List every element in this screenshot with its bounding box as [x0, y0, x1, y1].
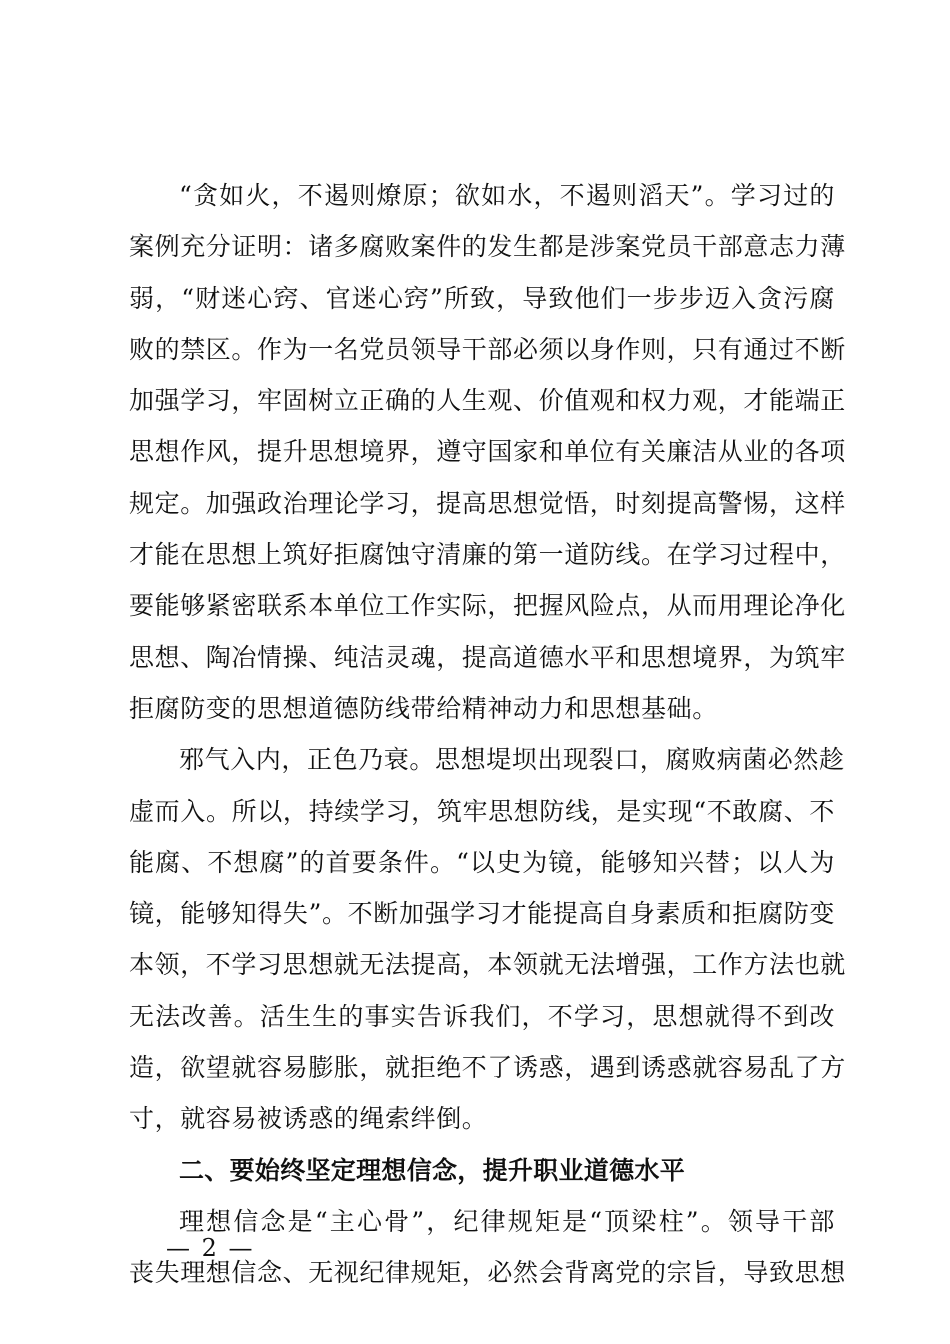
paragraph-2-line-1: 邪气入内，正色乃衰。思想堤坝出现裂口，腐败病菌必然趁: [179, 745, 845, 775]
paragraph-2-line-7: 造，欲望就容易膨胀，就拒绝不了诱惑，遇到诱惑就容易乱了方: [129, 1053, 846, 1083]
paragraph-2-line-8: 寸，就容易被诱惑的绳索绊倒。: [129, 1104, 488, 1134]
paragraph-1-line-7: 规定。加强政治理论学习，提高思想觉悟，时刻提高警惕，这样: [129, 488, 846, 518]
page-number: — 2 —: [166, 1234, 255, 1262]
paragraph-1-line-4: 败的禁区。作为一名党员领导干部必须以身作则，只有通过不断: [129, 334, 846, 364]
paragraph-1-line-10: 思想、陶冶情操、纯洁灵魂，提高道德水平和思想境界，为筑牢: [129, 642, 846, 672]
paragraph-1-line-2: 案例充分证明：诸多腐败案件的发生都是涉案党员干部意志力薄: [129, 232, 846, 262]
paragraph-1-line-1: “贪如火，不遏则燎原；欲如水，不遏则滔天”。学习过的: [179, 181, 835, 210]
paragraph-1-line-9: 要能够紧密联系本单位工作实际，把握风险点，从而用理论净化: [129, 591, 846, 621]
paragraph-1-line-11: 拒腐防变的思想道德防线带给精神动力和思想基础。: [129, 693, 718, 723]
paragraph-3-line-1: 理想信念是“主心骨”，纪律规矩是“顶梁柱”。领导干部: [179, 1206, 835, 1236]
document-body: [129, 170, 846, 1299]
section-heading: 二、要始终坚定理想信念，提升职业道德水平: [179, 1155, 686, 1185]
paragraph-2-line-2: 虚而入。所以，持续学习，筑牢思想防线，是实现“不敢腐、不: [129, 796, 835, 826]
paragraph-1-line-8: 才能在思想上筑好拒腐蚀守清廉的第一道防线。在学习过程中，: [129, 540, 846, 570]
paragraph-2-line-4: 镜，能够知得失”。不断加强学习才能提高自身素质和拒腐防变: [129, 899, 835, 929]
paragraph-2-line-6: 无法改善。活生生的事实告诉我们，不学习，思想就得不到改: [129, 1001, 835, 1031]
paragraph-2-line-3: 能腐、不想腐”的首要条件。“以史为镜，能够知兴替；以人为: [129, 847, 835, 877]
paragraph-3-line-2: 丧失理想信念、无视纪律规矩，必然会背离党的宗旨，导致思想: [129, 1258, 846, 1288]
paragraph-2-line-5: 本领，不学习思想就无法提高，本领就无法增强，工作方法也就: [129, 950, 846, 980]
paragraph-1-line-5: 加强学习，牢固树立正确的人生观、价值观和权力观，才能端正: [129, 386, 846, 416]
paragraph-1-line-3: 弱，“财迷心窍、官迷心窍”所致，导致他们一步步迈入贪污腐: [129, 283, 835, 313]
paragraph-1-line-6: 思想作风，提升思想境界，遵守国家和单位有关廉洁从业的各项: [129, 437, 846, 467]
